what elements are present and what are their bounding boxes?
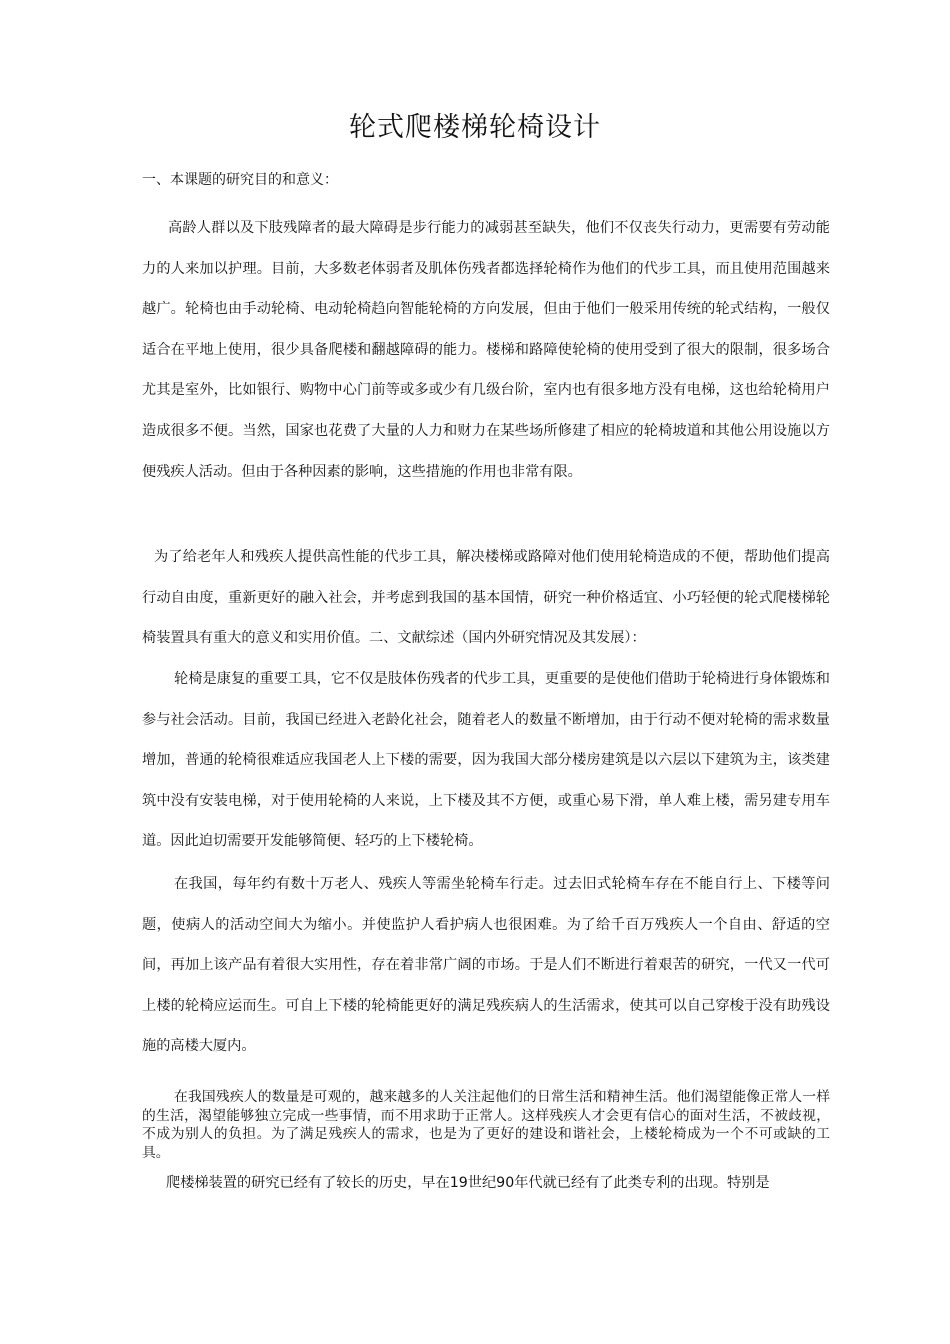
paragraph-4: 在我国，每年约有数十万老人、残疾人等需坐轮椅车行走。过去旧式轮椅车存在不能自行上、下楼等问题，使病人的活动空间大为缩小。并使监护人看护病人也很困难。为了给千百万残疾人一个自由、舒适的空间，再加上该产品有着很大实用性，存在着非常广阔的市场。于是人们不断进行着艰苦的研究，一代又一代可上楼的轮椅应运而生。可自上下楼的轮椅能更好的满足残疾病人的生活需求，使其可以自己穿梭于没有助残设施的高楼大厦内。 <box>142 876 830 1055</box>
paragraph-1: 高龄人群以及下肢残障者的最大障碍是步行能力的减弱甚至缺失，他们不仅丧失行动力，更需要有劳动能力的人来加以护理。目前，大多数老体弱者及肌体伤残者都选择轮椅作为他们的代步工具，而且使用范围越来越广。轮椅也由手动轮椅、电动轮椅趋向智能轮椅的方向发展，但由于他们一般采用传统的轮式结构，一般仅适合在平地上使用，很少具备爬楼和翻越障碍的能力。楼梯和路障使轮椅的使用受到了很大的限制，很多场合尤其是室外，比如银行、购物中心门前等或多或少有几级台阶，室内也有很多地方没有电梯，这也给轮椅用户造成很多不便。当然，国家也花费了大量的人力和财力在某些场所修建了相应的轮椅坡道和其他公用设施以方便残疾人活动。但由于各种因素的影响，这些措施的作用也非常有限。 <box>142 220 830 480</box>
paragraph-6: 爬楼梯装置的研究已经有了较长的历史，早在19世纪90年代就已经有了此类专利的出现。特别是 <box>166 1175 770 1191</box>
section-heading: 一、本课题的研究目的和意义： <box>142 172 338 188</box>
paragraph-3: 轮椅是康复的重要工具，它不仅是肢体伤残者的代步工具，更重要的是使他们借助于轮椅进行身体锻炼和参与社会活动。目前，我国已经进入老龄化社会，随着老人的数量不断增加，由于行动不便对轮椅的需求数量增加，普通的轮椅很难适应我国老人上下楼的需要，因为我国大部分楼房建筑是以六层以下建筑为主，该类建筑中没有安装电梯，对于使用轮椅的人来说，上下楼及其不方便，或重心易下滑，单人难上楼，需另建专用车道。因此迫切需要开发能够简便、轻巧的上下楼轮椅。 <box>142 671 830 850</box>
paragraph-5: 在我国残疾人的数量是可观的，越来越多的人关注起他们的日常生活和精神生活。他们渴望能像正常人一样的生活，渴望能够独立完成一些事情，而不用求助于正常人。这样残疾人才会更有信心的面对生活，不被歧视，不成为别人的负担。为了满足残疾人的需求，也是为了更好的建设和谐社会，上楼轮椅成为一个不可或缺的工具。 <box>142 1089 830 1161</box>
paragraph-2: 为了给老年人和残疾人提供高性能的代步工具，解决楼梯或路障对他们使用轮椅造成的不便，帮助他们提高行动自由度，重新更好的融入社会，并考虑到我国的基本国情，研究一种价格适宜、小巧轻便的轮式爬楼梯轮椅装置具有重大的意义和实用价值。二、文献综述（国内外研究情况及其发展）： <box>142 549 830 647</box>
document-title: 轮式爬楼梯轮椅设计 <box>349 112 601 143</box>
